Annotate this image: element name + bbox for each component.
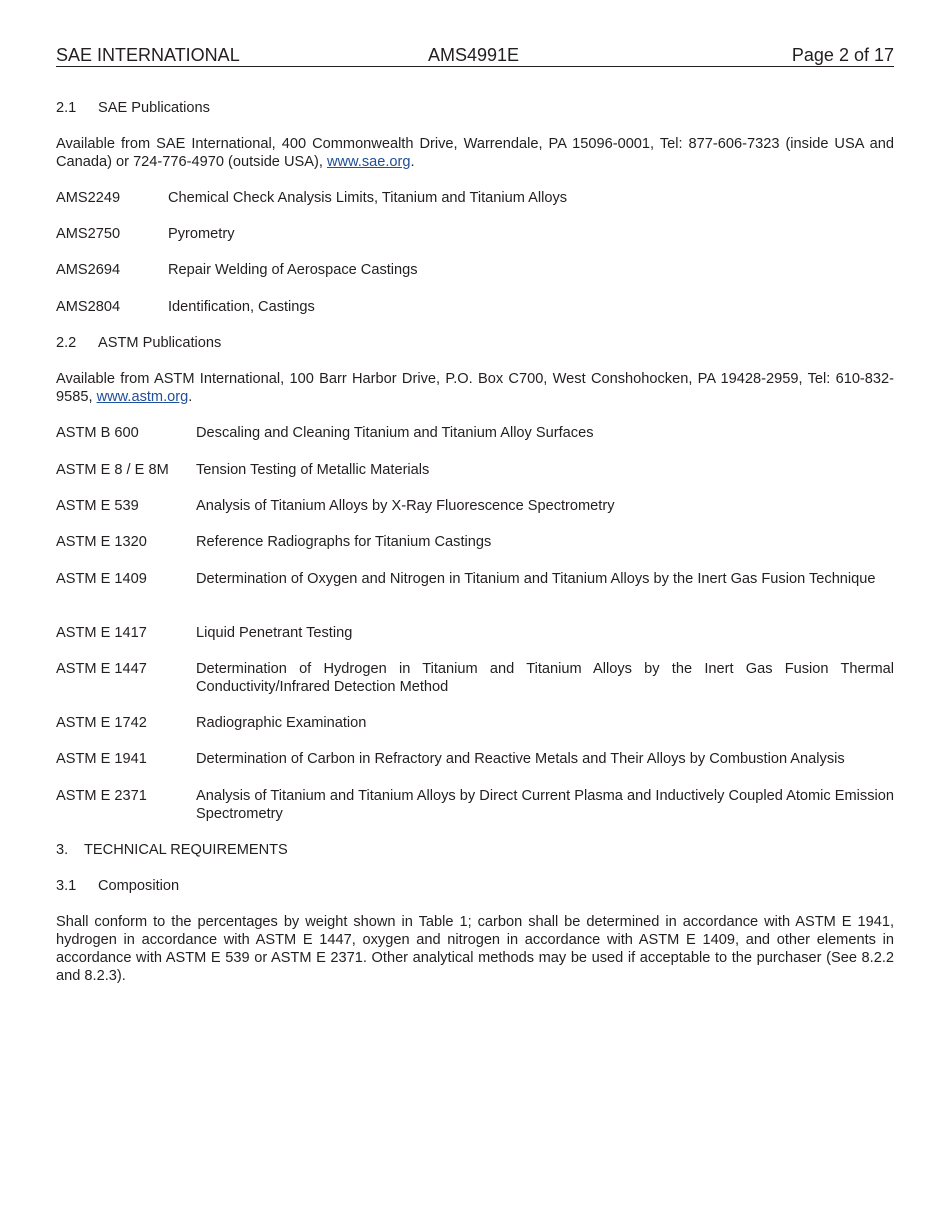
section-3-1-heading: [56, 877, 894, 895]
reference-code: AMS2694: [56, 262, 121, 278]
section-title: TECHNICAL REQUIREMENTS: [84, 842, 288, 858]
section-number: 3.1: [56, 878, 77, 894]
astm-availability-paragraph: [56, 370, 894, 406]
reference-title: Descaling and Cleaning Titanium and Titanium Alloy Surfaces: [196, 425, 594, 441]
section-title: SAE Publications: [98, 100, 210, 116]
reference-title: Radiographic Examination: [196, 715, 367, 731]
reference-code: AMS2750: [56, 226, 121, 242]
section-2-1-heading: [56, 99, 894, 117]
reference-title: Liquid Penetrant Testing: [196, 625, 353, 641]
reference-title: Tension Testing of Metallic Materials: [196, 462, 430, 478]
composition-paragraph: Shall conform to the percentages by weight shown in Table 1; carbon shall be determined in accordance with ASTM E 1941, hydrogen in accordance with ASTM E 1447, oxygen and nitrogen in accordance with ASTM E 1409, and other elements in accordance with ASTM E 539 or ASTM E 2371. Other analytical methods may be used if acceptable to the purchaser (See 8.2.2 and 8.2.3).: [56, 914, 894, 984]
reference-title: Determination of Oxygen and Nitrogen in Titanium and Titanium Alloys by the Inert Gas Fusion Technique: [196, 571, 876, 587]
reference-title: Reference Radiographs for Titanium Castings: [196, 534, 492, 550]
section-2-2-heading: [56, 334, 894, 352]
reference-code: AMS2804: [56, 299, 121, 315]
reference-code: ASTM E 1409: [56, 571, 147, 587]
reference-code: AMS2249: [56, 190, 121, 206]
astm-availability-text: Available from ASTM International, 100 Barr Harbor Drive, P.O. Box C700, West Conshohocken, PA 19428-2959, Tel: 610-832-9585,: [56, 371, 894, 405]
sae-link-period: .: [410, 154, 415, 170]
reference-title: Analysis of Titanium Alloys by X-Ray Fluorescence Spectrometry: [196, 498, 615, 514]
section-number: 3.: [56, 842, 69, 858]
reference-title: Repair Welding of Aerospace Castings: [168, 262, 418, 278]
astm-website-link[interactable]: www.astm.org: [96, 389, 189, 405]
reference-code: ASTM B 600: [56, 425, 139, 441]
reference-title: Pyrometry: [168, 226, 235, 242]
sae-availability-text: Available from SAE International, 400 Commonwealth Drive, Warrendale, PA 15096-0001, Tel: 877-606-7323 (inside USA and Canada) or 724-776-4970 (outside USA),: [56, 136, 894, 170]
reference-code: ASTM E 8 / E 8M: [56, 462, 169, 478]
reference-title: Analysis of Titanium and Titanium Alloys by Direct Current Plasma and Inductively Coupled Atomic Emission Spectrometry: [196, 788, 894, 822]
reference-title: Determination of Hydrogen in Titanium and Titanium Alloys by the Inert Gas Fusion Thermal Conductivity/Infrared Detection Method: [196, 661, 894, 695]
section-3-heading: [56, 841, 894, 859]
reference-code: ASTM E 1417: [56, 625, 147, 641]
astm-link-period: .: [188, 389, 193, 405]
sae-availability-paragraph: [56, 135, 894, 171]
reference-code: ASTM E 539: [56, 498, 139, 514]
reference-code: ASTM E 2371: [56, 788, 147, 804]
section-number: 2.2: [56, 335, 77, 351]
reference-title: Determination of Carbon in Refractory and Reactive Metals and Their Alloys by Combustion Analysis: [196, 751, 845, 767]
reference-code: ASTM E 1742: [56, 715, 147, 731]
section-title: ASTM Publications: [98, 335, 222, 351]
reference-code: ASTM E 1941: [56, 751, 147, 767]
reference-title: Identification, Castings: [168, 299, 315, 315]
reference-title: Chemical Check Analysis Limits, Titanium and Titanium Alloys: [168, 190, 568, 206]
header-org: SAE INTERNATIONAL: [56, 45, 240, 65]
section-title: Composition: [98, 878, 180, 894]
reference-code: ASTM E 1447: [56, 661, 147, 677]
reference-code: ASTM E 1320: [56, 534, 147, 550]
header-page-number: Page 2 of 17: [791, 45, 894, 65]
section-number: 2.1: [56, 100, 77, 116]
page-header: [56, 44, 894, 67]
header-doc-number: AMS4991E: [428, 45, 520, 65]
sae-website-link[interactable]: www.sae.org: [326, 154, 411, 170]
